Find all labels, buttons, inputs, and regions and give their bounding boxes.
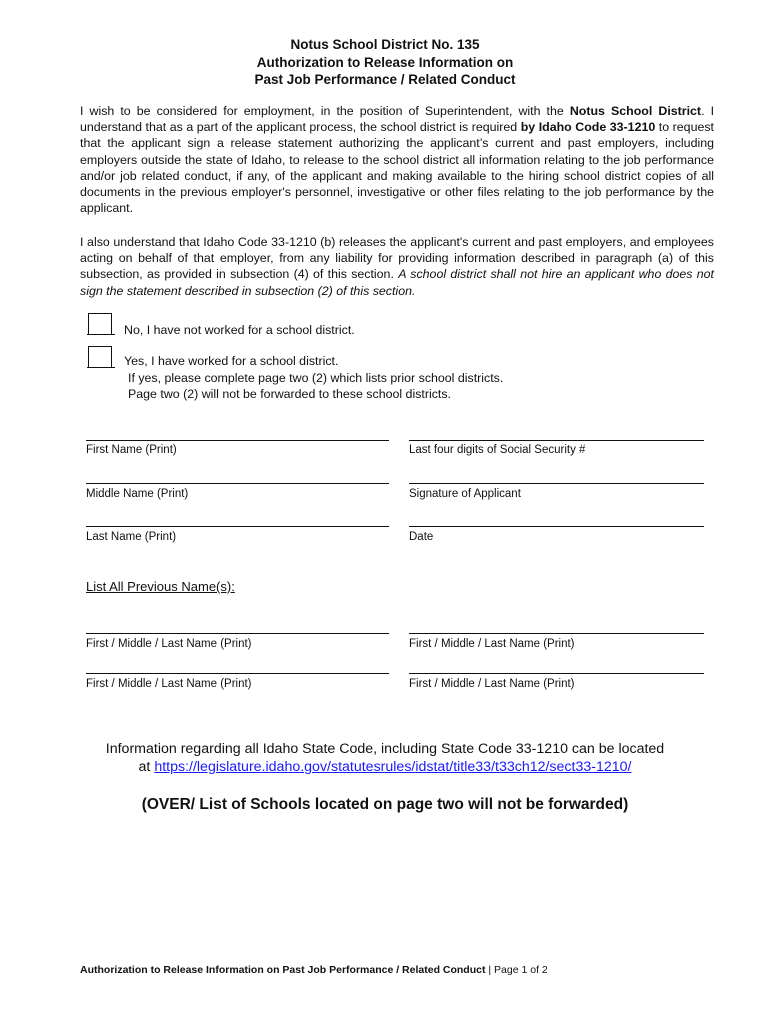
no-school-district-checkbox[interactable] — [88, 313, 112, 335]
footer-title: Authorization to Release Information on Past Job Performance / Related Conduct — [80, 964, 486, 976]
middle-name-field[interactable] — [86, 483, 389, 484]
last-name-label: Last Name (Print) — [86, 531, 177, 543]
over-note: (OVER/ List of Schools located on page two will not be forwarded) — [141, 796, 629, 813]
info-line-2 — [0, 758, 770, 776]
footer-page-number: Page 1 of 2 — [494, 964, 548, 976]
intro-text-1: I wish to be considered for employment, in the position of Superintendent, with the — [80, 104, 570, 118]
date-field[interactable] — [409, 526, 704, 527]
ssn-label: Last four digits of Social Security # — [409, 444, 586, 456]
first-name-label: First Name (Print) — [86, 444, 177, 456]
previous-name-label-4: First / Middle / Last Name (Print) — [409, 678, 575, 690]
previous-names-heading: List All Previous Name(s): — [86, 579, 235, 594]
document-title — [0, 36, 770, 89]
first-name-field[interactable] — [86, 440, 389, 441]
info-line-1: Information regarding all Idaho State Code, including State Code 33-1210 can be located — [105, 741, 665, 757]
last-name-field[interactable] — [86, 526, 389, 527]
middle-name-label: Middle Name (Print) — [86, 488, 189, 500]
intro-paragraph — [80, 103, 714, 216]
yes-school-district-checkbox[interactable] — [88, 346, 112, 368]
yes-note-2: Page two (2) will not be forwarded to these school districts. — [128, 387, 451, 401]
ssn-field[interactable] — [409, 440, 704, 441]
intro-text-2: . I understand that as a part of the applicant process, the school district is required — [80, 104, 715, 135]
no-school-district-label: No, I have not worked for a school district. — [124, 323, 355, 337]
page-footer — [80, 964, 548, 976]
previous-name-field-1[interactable] — [86, 633, 389, 634]
previous-name-label-3: First / Middle / Last Name (Print) — [86, 678, 252, 690]
idaho-code-info — [0, 740, 770, 776]
district-name: Notus School District — [569, 104, 702, 118]
previous-name-field-4[interactable] — [409, 673, 704, 674]
footer-separator: | — [485, 964, 495, 976]
yes-school-district-label: Yes, I have worked for a school district. — [124, 354, 339, 368]
liability-text: I also understand that Idaho Code 33-1210 (b) releases the applicant's current and past employers, and employees acting on behalf of that employer, from any liability for providing information described in paragraph (a) of this subsection, as provided in subsection (4) of this section. — [80, 235, 714, 282]
signature-label: Signature of Applicant — [409, 488, 521, 500]
statute-link[interactable]: https://legislature.idaho.gov/statutesrules/idstat/title33/t33ch12/sect33-1210/ — [154, 759, 632, 775]
previous-name-field-2[interactable] — [409, 633, 704, 634]
previous-name-label-2: First / Middle / Last Name (Print) — [409, 638, 575, 650]
previous-name-label-1: First / Middle / Last Name (Print) — [86, 638, 252, 650]
title-line-2: Authorization to Release Information on — [256, 54, 514, 70]
liability-italic-note: A school district shall not hire an applicant who does not sign the statement described in subsection (2) of this section. — [80, 267, 715, 298]
title-line-1: Notus School District No. 135 — [290, 37, 480, 52]
intro-text-3: to request that the applicant sign a release statement authorizing the applicant’s current and past employers, including employers outside the state of Idaho, to release to the school district all information relating to the job performance and/or job related conduct, if any, of the applicant and making available to the hiring school district copies of all documents in the previous employer's personnel, investigative or other files relating to the job performance by the applicant. — [80, 120, 714, 216]
yes-note-1: If yes, please complete page two (2) which lists prior school districts. — [128, 371, 504, 385]
idaho-code-ref: by Idaho Code 33-1210 — [520, 120, 656, 135]
title-line-3: Past Job Performance / Related Conduct — [254, 72, 516, 87]
previous-name-field-3[interactable] — [86, 673, 389, 674]
date-label: Date — [409, 531, 434, 543]
info-prefix: at — [138, 759, 155, 775]
signature-field[interactable] — [409, 483, 704, 484]
liability-paragraph — [80, 234, 714, 299]
